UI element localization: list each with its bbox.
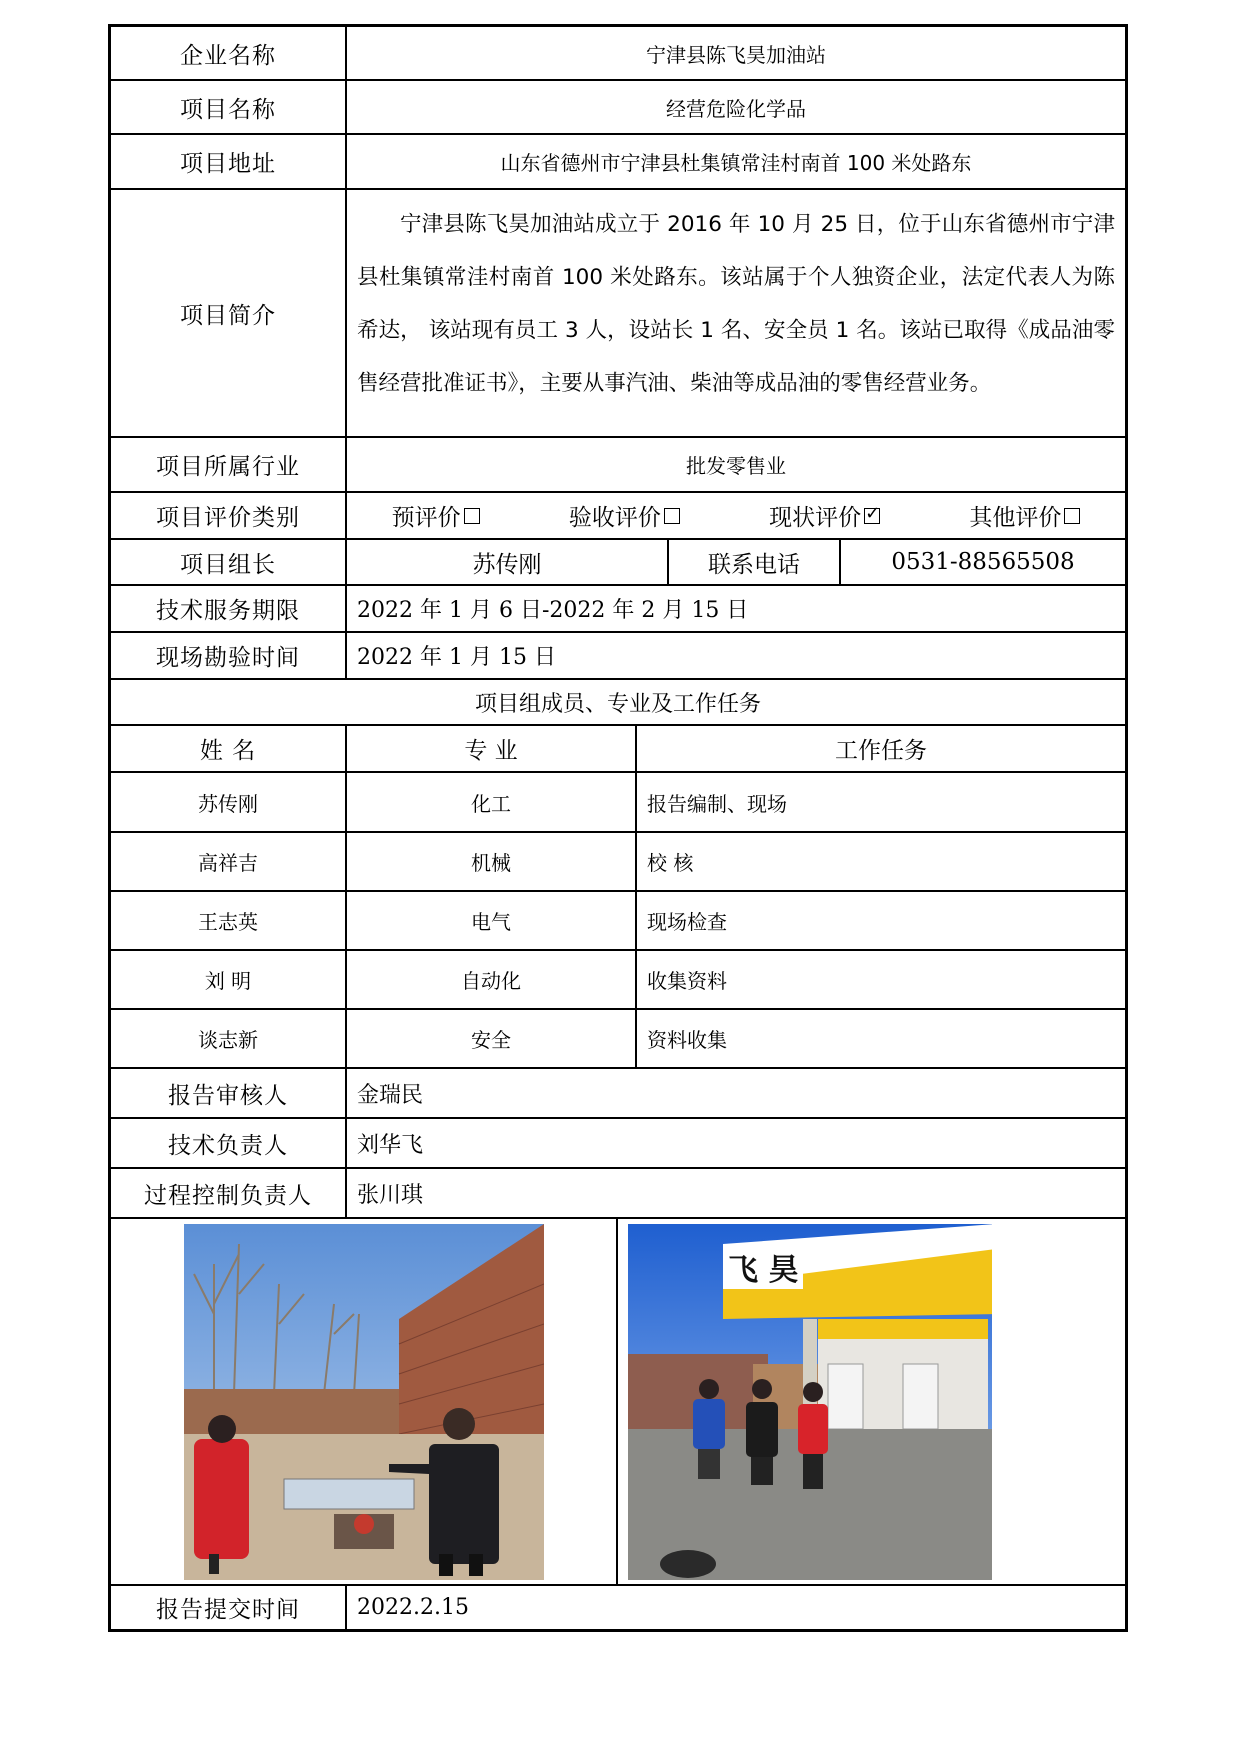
member-major: 安全: [347, 1010, 637, 1067]
row-members-title: [111, 680, 1125, 726]
row-eval-category: [111, 493, 1125, 540]
table-row: [111, 833, 1125, 892]
checkbox-icon: [464, 508, 480, 524]
row-service-period: [111, 586, 1125, 633]
eval-option-other-label: 其他评价: [969, 505, 1062, 531]
member-task: 资料收集: [647, 1028, 727, 1052]
project-name-value: 经营危险化学品: [666, 96, 806, 121]
table-row: [111, 951, 1125, 1010]
project-address-label: 项目地址: [111, 135, 347, 188]
project-name-label: 项目名称: [111, 81, 347, 133]
company-value: 宁津县陈飞昊加油站: [646, 42, 826, 67]
checkbox-icon: [1064, 508, 1080, 524]
member-major: 机械: [347, 833, 637, 890]
project-intro-text: 宁津县陈飞昊加油站成立于 2016 年 10 月 25 日，位于山东省德州市宁津县杜集镇常洼村南首 100 米处路东。该站属于个人独资企业，法定代表人为陈希达， 该站现有员工 3 人，设站长 1 名、安全员 1 名。该站已取得《成品油零售经营批准证书》，主要从事汽油、柴油等成品油的零售经营业务。: [357, 212, 1115, 396]
process-control-value: 张川琪: [357, 1182, 424, 1208]
table-row: [111, 773, 1125, 833]
site-photo-gas-station: [624, 1224, 992, 1580]
row-members-header: [111, 726, 1125, 773]
member-name: 刘 明: [111, 951, 347, 1008]
row-survey-time: [111, 633, 1125, 680]
survey-time-value: 2022 年 1 月 15 日: [357, 645, 556, 670]
member-name: 高祥吉: [111, 833, 347, 890]
site-photo-left-cell: [111, 1219, 618, 1584]
member-major: 化工: [347, 773, 637, 831]
reviewer-value: 金瑞民: [357, 1082, 424, 1108]
leader-value: 苏传刚: [347, 540, 669, 584]
reviewer-label: 报告审核人: [111, 1069, 347, 1117]
site-photo-right-cell: [618, 1219, 1125, 1584]
service-period-label: 技术服务期限: [111, 586, 347, 631]
survey-time-label: 现场勘验时间: [111, 633, 347, 678]
row-tech-lead: [111, 1119, 1125, 1169]
row-process-control: [111, 1169, 1125, 1219]
row-photos: [111, 1219, 1125, 1586]
checkbox-checked-icon: [864, 508, 880, 524]
member-major: 自动化: [347, 951, 637, 1008]
member-task: 收集资料: [647, 969, 727, 993]
submit-label: 报告提交时间: [111, 1586, 347, 1629]
members-header-task: 工作任务: [835, 738, 927, 764]
tech-lead-label: 技术负责人: [111, 1119, 347, 1167]
row-project-address: [111, 135, 1125, 190]
row-reviewer: [111, 1069, 1125, 1119]
evaluation-info-form: [108, 24, 1128, 1632]
row-submit: [111, 1586, 1125, 1629]
site-photo-inspection: [184, 1224, 544, 1580]
phone-value: 0531-88565508: [891, 549, 1075, 575]
eval-option-pre[interactable]: [392, 499, 480, 532]
members-header-major: 专 业: [347, 726, 637, 771]
eval-option-current-label: 现状评价: [769, 505, 862, 531]
eval-option-acceptance[interactable]: [569, 499, 680, 532]
member-major: 电气: [347, 892, 637, 949]
company-label: 企业名称: [111, 27, 347, 79]
tech-lead-value: 刘华飞: [357, 1132, 424, 1158]
eval-option-current[interactable]: [769, 499, 880, 532]
eval-category-label: 项目评价类别: [111, 493, 347, 538]
member-name: 谈志新: [111, 1010, 347, 1067]
member-name: 苏传刚: [111, 773, 347, 831]
member-task: 报告编制、现场: [647, 791, 787, 816]
industry-value: 批发零售业: [686, 454, 786, 478]
members-section-title: 项目组成员、专业及工作任务: [474, 691, 761, 717]
table-row: [111, 892, 1125, 951]
station-sign-text: 飞 昊: [728, 1252, 799, 1288]
eval-option-other[interactable]: [969, 499, 1080, 532]
leader-label: 项目组长: [111, 540, 347, 584]
member-name: 王志英: [111, 892, 347, 949]
checkbox-icon: [664, 508, 680, 524]
row-project-intro: [111, 190, 1125, 438]
member-task: 校 核: [647, 851, 694, 875]
project-intro-label: 项目简介: [111, 190, 347, 436]
eval-option-acceptance-label: 验收评价: [568, 505, 661, 531]
row-company: [111, 27, 1125, 81]
eval-option-pre-label: 预评价: [391, 505, 461, 531]
process-control-label: 过程控制负责人: [111, 1169, 347, 1217]
row-project-name: [111, 81, 1125, 135]
submit-value: 2022.2.15: [357, 1595, 469, 1620]
row-leader: [111, 540, 1125, 586]
project-address-value: 山东省德州市宁津县杜集镇常洼村南首 100 米处路东: [500, 151, 972, 175]
project-intro-value: [347, 190, 1125, 436]
member-task: 现场检查: [647, 910, 727, 934]
table-row: [111, 1010, 1125, 1069]
industry-label: 项目所属行业: [111, 438, 347, 491]
phone-label: 联系电话: [669, 540, 841, 584]
row-industry: [111, 438, 1125, 493]
members-header-name: 姓 名: [111, 726, 347, 771]
service-period-value: 2022 年 1 月 6 日-2022 年 2 月 15 日: [357, 598, 749, 623]
eval-category-options: [347, 493, 1125, 538]
